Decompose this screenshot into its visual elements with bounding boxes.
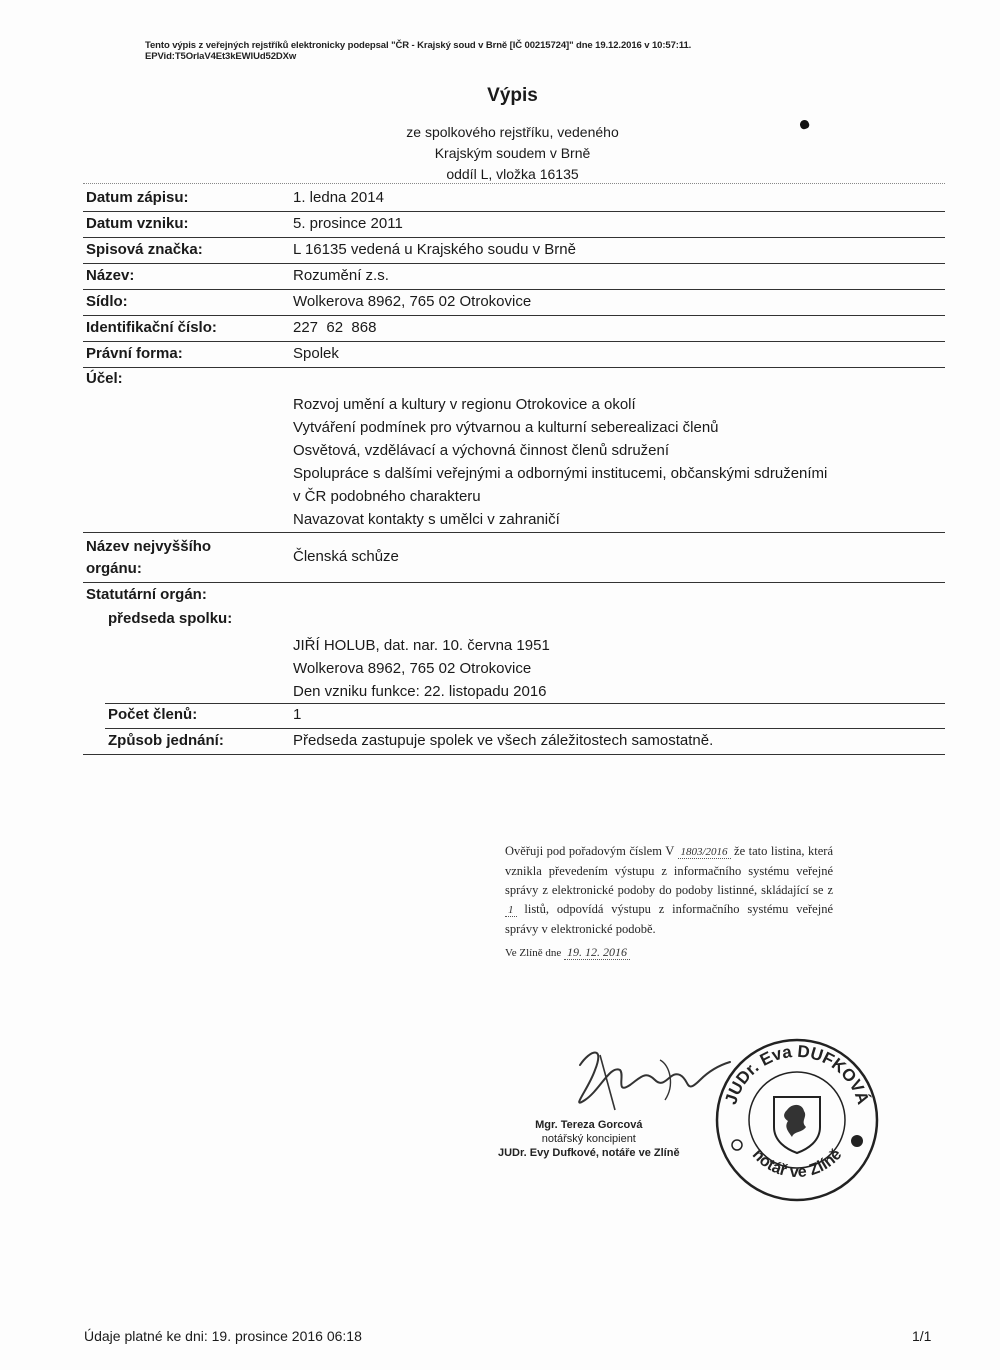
sidlo-value: Wolkerova 8962, 765 02 Otrokovice	[293, 293, 532, 310]
document-title: Výpis	[487, 85, 538, 106]
seal-bottom-text: notář ve Zlíně	[748, 1146, 846, 1182]
signer-office: JUDr. Evy Dufkové, notáře ve Zlíně	[498, 1147, 680, 1159]
seal-top-text: JUDr. Eva DUFKOVÁ	[721, 1041, 873, 1107]
subtitle-line-2: Krajským soudem v Brně	[434, 145, 591, 161]
ucel-item: Vytváření podmínek pro výtvarnou a kulturní seberealizaci členů	[293, 419, 719, 436]
electronic-signature-note	[145, 40, 691, 62]
document-subtitle	[0, 122, 1000, 185]
row-divider	[83, 289, 945, 290]
nazev-value: Rozumění z.s.	[293, 267, 389, 284]
predseda-line: Wolkerova 8962, 765 02 Otrokovice	[293, 660, 532, 677]
datum-zapisu-label: Datum zápisu:	[86, 189, 189, 206]
predseda-label: předseda spolku:	[108, 610, 233, 627]
row-divider	[83, 315, 945, 316]
predseda-line: JIŘÍ HOLUB, dat. nar. 10. června 1951	[293, 637, 550, 654]
epvid-text: EPVid:T5OrlaV4Et3kEWlUd52DXw	[145, 51, 297, 62]
row-divider	[105, 703, 945, 704]
pravni-forma-label: Právní forma:	[86, 345, 183, 362]
signer-role: notářský koncipient	[541, 1133, 636, 1145]
ucel-item: Rozvoj umění a kultury v regionu Otrokovice a okolí	[293, 396, 636, 413]
seal-dot-right	[851, 1135, 863, 1147]
subtitle-line-1: ze spolkového rejstříku, vedeného	[406, 124, 619, 140]
row-divider	[83, 582, 945, 583]
signature-note-text: Tento výpis z veřejných rejstříků elektronicky podepsal "ČR - Krajský soud v Brně [IČ 00215724]" dne 19.12.2016 v 10:57:11.	[145, 40, 692, 51]
nejvyssi-organ-label-line-1: Název nejvyššího	[86, 538, 212, 555]
ucel-label: Účel:	[86, 370, 123, 387]
ucel-item: Spolupráce s dalšími veřejnými a odbornými institucemi, občanskými sdruženími	[293, 465, 828, 482]
page-number: 1/1	[912, 1328, 932, 1344]
nejvyssi-organ-value: Členská schůze	[293, 548, 399, 565]
datum-zapisu-value: 1. ledna 2014	[293, 189, 384, 206]
row-divider	[83, 532, 945, 533]
handwritten-date: 19. 12. 2016	[564, 945, 630, 960]
ico-label: Identifikační číslo:	[86, 319, 217, 336]
zpusob-jednani-value: Předseda zastupuje spolek ve všech záležitostech samostatně.	[293, 732, 714, 749]
row-divider	[83, 367, 945, 368]
dotted-divider	[83, 183, 945, 184]
verify-number: 1803/2016	[678, 846, 731, 859]
spisova-znacka-value: L 16135 vedená u Krajského soudu v Brně	[293, 241, 576, 258]
signer-name: Mgr. Tereza Gorcová	[535, 1119, 643, 1131]
nazev-label: Název:	[86, 267, 135, 284]
row-divider	[83, 237, 945, 238]
coat-of-arms-emblem	[774, 1097, 820, 1153]
pravni-forma-value: Spolek	[293, 345, 339, 362]
predseda-line: Den vzniku funkce: 22. listopadu 2016	[293, 683, 547, 700]
datum-vzniku-value: 5. prosince 2011	[293, 215, 403, 232]
nejvyssi-organ-label-line-2: orgánu:	[86, 560, 142, 577]
notary-seal	[712, 1035, 882, 1205]
statutarni-organ-label: Statutární orgán:	[86, 586, 207, 603]
ucel-list	[293, 393, 827, 531]
spisova-znacka-label: Spisová značka:	[86, 241, 203, 258]
verify-prefix: Ověřuji pod pořadovým číslem V	[505, 844, 675, 858]
row-divider	[105, 728, 945, 729]
verify-text-2: listů, odpovídá výstupu z informačního systému veřejné správy v elektronické podobě.	[505, 902, 833, 936]
pocet-clenu-label: Počet členů:	[108, 706, 198, 723]
validity-date: Údaje platné ke dni: 19. prosince 2016 06:18	[84, 1328, 362, 1344]
predseda-details	[293, 634, 550, 703]
nejvyssi-organ-label	[86, 536, 211, 580]
pocet-clenu-value: 1	[293, 706, 302, 723]
subtitle-line-3: oddíl L, vložka 16135	[446, 166, 579, 182]
zpusob-jednani-label: Způsob jednání:	[108, 732, 224, 749]
verify-text: že tato listina, která vznikla převedením výstupu z informačního systému veřejné správy z elektronické podoby do podoby listinné, skládající se z	[505, 844, 833, 897]
row-divider	[83, 211, 945, 212]
svg-text:notář ve Zlíně	[749, 1146, 846, 1181]
datum-vzniku-label: Datum vzniku:	[86, 215, 189, 232]
ucel-item: Osvětová, vzdělávací a výchovná činnost členů sdružení	[293, 442, 670, 459]
notary-verification-clause	[505, 842, 833, 963]
row-divider	[83, 263, 945, 264]
ucel-item: Navazovat kontakty s umělci v zahraničí	[293, 511, 560, 528]
ico-value: 227 62 868	[293, 319, 377, 336]
place-date-prefix: Ve Zlíně dne	[505, 947, 562, 959]
seal-dot-left	[732, 1140, 742, 1150]
signer-block	[498, 1118, 680, 1160]
sidlo-label: Sídlo:	[86, 293, 128, 310]
verify-pages: 1	[505, 904, 517, 917]
row-divider	[83, 341, 945, 342]
row-divider	[83, 754, 945, 755]
ucel-item: v ČR podobného charakteru	[293, 488, 481, 505]
